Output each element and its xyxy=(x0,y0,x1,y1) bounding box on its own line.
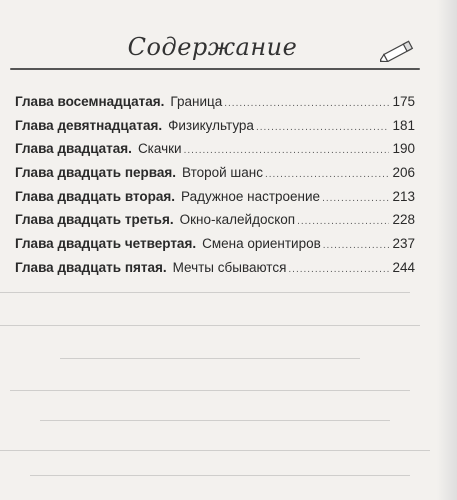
toc-entry xyxy=(15,90,415,114)
toc-entry xyxy=(15,185,415,209)
chapter-title: Радужное настроение xyxy=(181,188,321,204)
pencil-icon xyxy=(380,40,418,62)
toc-entry xyxy=(15,256,415,280)
table-of-contents xyxy=(15,90,415,280)
dot-leader xyxy=(256,116,389,140)
chapter-title: Смена ориентиров xyxy=(202,236,321,252)
toc-entry xyxy=(15,208,415,232)
page-number: 190 xyxy=(392,141,415,157)
bleed-line xyxy=(0,292,410,293)
dot-leader xyxy=(224,92,389,116)
chapter-number: Глава двадцать первая. xyxy=(15,165,177,181)
page-number: 244 xyxy=(392,259,415,275)
dot-leader xyxy=(184,139,389,163)
chapter-title: Второй шанс xyxy=(182,165,263,181)
chapter-title: Мечты сбываются xyxy=(172,259,287,275)
page-number: 175 xyxy=(392,94,415,109)
dot-leader xyxy=(297,210,389,234)
dot-leader xyxy=(323,234,389,258)
toc-entry xyxy=(15,161,415,185)
bleed-line xyxy=(10,390,410,391)
bleed-line xyxy=(0,450,430,451)
page-number: 206 xyxy=(392,165,415,181)
toc-entry xyxy=(15,232,415,256)
page-number: 228 xyxy=(392,212,415,228)
chapter-number: Глава двадцать третья. xyxy=(15,212,174,228)
chapter-number: Глава девятнадцатая. xyxy=(15,117,163,133)
chapter-number: Глава двадцатая. xyxy=(15,141,132,157)
chapter-number: Глава двадцать вторая. xyxy=(15,188,176,204)
title-underline xyxy=(10,68,420,70)
toc-entry xyxy=(15,137,415,161)
bleed-through-area xyxy=(0,280,457,500)
chapter-number: Глава восемнадцатая. xyxy=(15,94,165,109)
dot-leader xyxy=(288,258,389,282)
page-number: 181 xyxy=(392,117,415,133)
bleed-line xyxy=(40,420,390,421)
chapter-number: Глава двадцать пятая. xyxy=(15,259,167,275)
chapter-title: Скачки xyxy=(137,141,182,157)
chapter-title: Граница xyxy=(170,94,223,109)
bleed-line xyxy=(60,358,360,359)
chapter-number: Глава двадцать четвертая. xyxy=(15,236,197,252)
bleed-line xyxy=(0,325,420,326)
dot-leader xyxy=(265,163,389,187)
dot-leader xyxy=(322,187,389,211)
chapter-title: Физикультура xyxy=(168,117,254,133)
page-number: 237 xyxy=(392,236,415,252)
toc-entry xyxy=(15,114,415,138)
contents-header xyxy=(10,33,430,73)
page-number: 213 xyxy=(392,188,415,204)
bleed-line xyxy=(30,475,410,476)
page-edge-shadow xyxy=(437,0,457,500)
page-title: Содержание xyxy=(127,33,298,61)
chapter-title: Окно-калейдоскоп xyxy=(179,212,296,228)
